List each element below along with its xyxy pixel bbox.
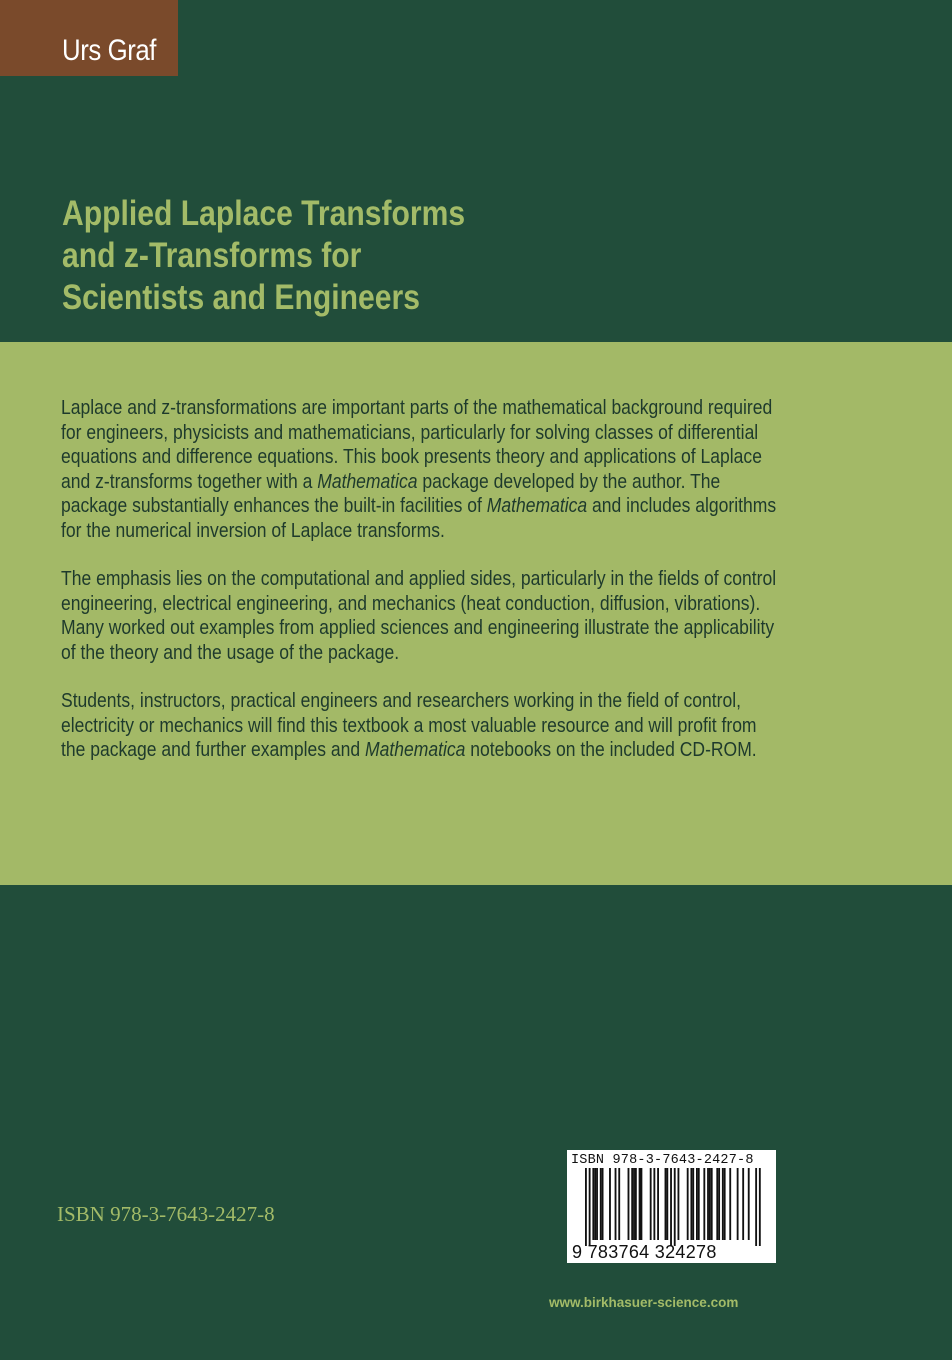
blurb-segment: the package and further examples and (61, 738, 366, 761)
barcode-bar (592, 1168, 594, 1240)
software-name: Mathematica (317, 469, 418, 493)
barcode-digits: 9 783764 324278 (572, 1242, 717, 1262)
blurb-line (61, 738, 813, 763)
barcode-bar (596, 1168, 598, 1240)
blurb-segment: and z-transforms together with a (61, 469, 318, 493)
barcode-bar (628, 1168, 630, 1240)
blurb-segment: and includes algorithms (587, 494, 777, 517)
barcode-bar (692, 1168, 694, 1240)
book-title (62, 193, 544, 319)
title-line: Applied Laplace Transforms (62, 194, 466, 233)
barcode-bar (609, 1168, 611, 1240)
barcode-bar (709, 1168, 711, 1240)
blurb-segment: package substantially enhances the built-in facilities of (61, 494, 487, 517)
barcode-bar (698, 1168, 700, 1240)
barcode-bar (690, 1168, 692, 1240)
barcode-bar (674, 1168, 676, 1246)
barcode-bar (602, 1168, 604, 1240)
barcode-bar (589, 1168, 591, 1246)
blurb-paragraph (61, 567, 813, 665)
barcode-bar (716, 1168, 718, 1240)
barcode (567, 1150, 776, 1263)
barcode-bar (748, 1168, 750, 1240)
barcode-bar (755, 1168, 757, 1246)
blurb-line (61, 470, 813, 495)
blurb-line: The emphasis lies on the computational and applied sides, particularly in the fields of control (61, 567, 777, 590)
barcode-bars (567, 1168, 776, 1246)
software-name: Mathematica (486, 494, 588, 517)
barcode-bar (724, 1168, 726, 1240)
blurb-text (61, 396, 813, 787)
blurb-line (61, 494, 813, 519)
barcode-bar (742, 1168, 744, 1240)
blurb-line: of the theory and the usage of the package. (61, 640, 400, 664)
blurb-line: Laplace and z-transformations are important parts of the mathematical background required (61, 396, 773, 419)
title-line: Scientists and Engineers (62, 278, 420, 317)
barcode-bar (678, 1168, 680, 1240)
blurb-line: Students, instructors, practical engineers and researchers working in the field of control, (61, 689, 742, 712)
blurb-segment: notebooks on the included CD-ROM. (465, 738, 757, 761)
blurb-line: for engineers, physicists and mathematicians, particularly for solving classes of differential (61, 420, 759, 444)
barcode-bar (666, 1168, 668, 1240)
title-line: and z-Transforms for (62, 236, 362, 275)
blurb-paragraph (61, 396, 813, 543)
barcode-bar (711, 1168, 713, 1240)
barcode-bar (729, 1168, 731, 1240)
barcode-bar (600, 1168, 602, 1240)
barcode-bar (631, 1168, 633, 1240)
blurb-line: electricity or mechanics will find this textbook a most valuable resource and will profit from (61, 713, 757, 737)
barcode-bar (707, 1168, 709, 1240)
blurb-paragraph (61, 689, 813, 763)
barcode-bar (722, 1168, 724, 1240)
blurb-line: engineering, electrical engineering, and mechanics (heat conduction, diffusion, vibrations). (61, 591, 761, 615)
barcode-bar (687, 1168, 689, 1240)
isbn-text: ISBN 978-3-7643-2427-8 (57, 1202, 275, 1226)
barcode-bar (657, 1168, 659, 1240)
barcode-bar (635, 1168, 637, 1240)
author-name: Urs Graf (62, 34, 157, 67)
barcode-bar (703, 1168, 705, 1240)
blurb-line: equations and difference equations. This book presents theory and applications of Laplace (61, 445, 762, 468)
barcode-bar (618, 1168, 620, 1240)
barcode-bar (639, 1168, 641, 1240)
barcode-bar (653, 1168, 655, 1240)
barcode-bar (737, 1168, 739, 1240)
barcode-bar (633, 1168, 635, 1240)
blurb-line: Many worked out examples from applied sciences and engineering illustrate the applicability (61, 616, 775, 639)
barcode-bar (670, 1168, 672, 1246)
barcode-bar (585, 1168, 587, 1246)
blurb-segment: package developed by the author. The (417, 469, 721, 493)
barcode-bar (615, 1168, 617, 1240)
barcode-bar (594, 1168, 596, 1240)
barcode-bar (650, 1168, 652, 1240)
barcode-isbn-label: ISBN 978-3-7643-2427-8 (571, 1153, 754, 1168)
barcode-bar (718, 1168, 720, 1240)
publisher-website: www.birkhasuer-science.com (549, 1295, 739, 1310)
barcode-bar (665, 1168, 667, 1240)
software-name: Mathematica (365, 738, 466, 761)
barcode-bar (641, 1168, 643, 1240)
barcode-bar (759, 1168, 761, 1246)
barcode-bar (696, 1168, 698, 1240)
blurb-line: for the numerical inversion of Laplace transforms. (61, 518, 445, 542)
